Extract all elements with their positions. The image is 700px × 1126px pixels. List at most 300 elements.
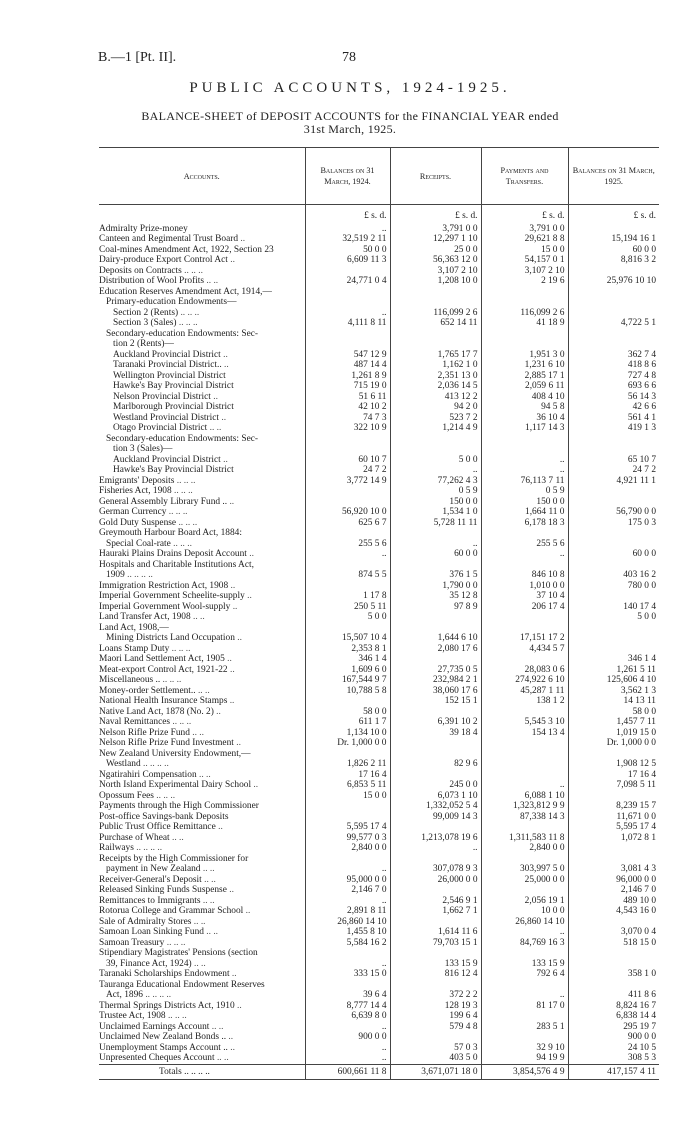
receipts-cell (390, 749, 481, 760)
receipts-cell: 57 0 3 (390, 1043, 481, 1054)
balance-1924-cell (305, 749, 390, 760)
balance-1924-cell: 6,639 8 0 (305, 1011, 390, 1022)
account-name (99, 549, 305, 560)
leader-dots: .. .. (211, 1021, 224, 1032)
payments-cell (481, 444, 568, 455)
balance-1924-cell (305, 287, 390, 298)
table-row (99, 770, 659, 781)
balance-1925-cell (568, 287, 659, 298)
balance-1924-cell: .. (305, 896, 390, 907)
receipts-cell: 2,080 17 6 (390, 644, 481, 655)
document-reference: B.—1 [Pt. II]. (98, 50, 177, 65)
balance-1924-cell: 6,853 5 11 (305, 780, 390, 791)
balance-1925-cell: 3,081 4 3 (568, 864, 659, 875)
balance-1924-cell: 1,826 2 11 (305, 759, 390, 770)
leader-dots: .. (228, 1032, 234, 1042)
balance-1924-cell: 487 14 4 (305, 360, 390, 371)
receipts-cell: 1,534 1 0 (390, 507, 481, 518)
receipts-cell (390, 980, 481, 991)
account-name (99, 570, 305, 581)
table-row (99, 455, 659, 466)
payments-cell: 1,664 11 0 (481, 507, 568, 518)
balance-1925-cell: 15,194 16 1 (568, 234, 659, 245)
receipts-cell: 1,332,052 5 4 (390, 801, 481, 812)
table-row (99, 875, 659, 886)
receipts-cell (390, 654, 481, 665)
receipts-cell (390, 770, 481, 781)
payments-cell (481, 297, 568, 308)
account-label: Westland (106, 759, 141, 769)
account-name (99, 297, 305, 308)
account-label: Taranaki Scholarships Endowment (99, 969, 230, 979)
leader-dots: .. (223, 454, 228, 465)
table-row (99, 360, 659, 371)
balance-1924-cell: 900 0 0 (305, 1032, 390, 1043)
balance-1924-cell: 15 0 0 (305, 791, 390, 802)
account-label: tion 3 (Sales)— (113, 444, 173, 454)
receipts-cell: 128 19 3 (390, 1001, 481, 1012)
receipts-cell: 35 12 8 (390, 591, 481, 602)
payments-cell: 28,083 0 6 (481, 665, 568, 676)
balance-1924-cell (305, 581, 390, 592)
receipts-cell: 79,703 15 1 (390, 938, 481, 949)
account-name (99, 234, 305, 245)
payments-cell: 274,922 6 10 (481, 675, 568, 686)
account-label: Naval Remittances (99, 717, 171, 727)
table-row (99, 497, 659, 508)
table-row (99, 1011, 659, 1022)
balance-1925-cell: 60 0 0 (568, 549, 659, 560)
balance-1924-cell: 4,111 8 11 (305, 318, 390, 329)
payments-cell: 408 4 10 (481, 392, 568, 403)
table-row (99, 539, 659, 550)
balance-1925-cell (568, 497, 659, 508)
balance-1924-cell: 547 12 9 (305, 350, 390, 361)
balance-1925-cell: 5 0 0 (568, 612, 659, 623)
account-label: Emigrants' Deposits (99, 475, 175, 486)
balance-1924-cell: 1 17 8 (305, 591, 390, 602)
table-row (99, 780, 659, 791)
table-row (99, 644, 659, 655)
account-label: Native Land Act, 1878 (No. 2) (99, 706, 214, 717)
account-name (99, 455, 305, 466)
table-row (99, 1032, 659, 1043)
balance-1925-cell: 4,543 16 0 (568, 906, 659, 917)
payments-cell: 3,107 2 10 (481, 266, 568, 277)
balance-1924-cell: 5 0 0 (305, 612, 390, 623)
account-label: Primary-education Endowments— (106, 297, 237, 307)
account-label: Admiralty Prize-money (99, 223, 188, 234)
account-name (99, 486, 305, 497)
account-label: Wellington Provincial District (113, 370, 226, 381)
leader-dots: .. .. .. (166, 937, 186, 948)
balance-1924-cell: .. (305, 224, 390, 235)
receipts-cell (390, 948, 481, 959)
payments-cell (481, 1011, 568, 1022)
receipts-cell: 1,644 6 10 (390, 633, 481, 644)
leader-dots: .. (237, 633, 242, 643)
account-name (99, 717, 305, 728)
table-row (99, 843, 659, 854)
subtitle-line-2: 31st March, 1925. (303, 122, 397, 136)
table-row (99, 518, 659, 529)
account-label: 39, Finance Act, 1924) (106, 958, 192, 969)
account-label: Unclaimed Earnings Account (99, 1021, 210, 1032)
account-label: Receipts by the High Commissioner for (99, 853, 249, 864)
account-label: Hawke's Bay Provincial District (113, 465, 234, 475)
table-row (99, 308, 659, 319)
leader-dots: .. .. (193, 612, 205, 622)
payments-cell (481, 612, 568, 623)
balance-1925-cell: 24 7 2 (568, 465, 659, 476)
payments-cell: 2,885 17 1 (481, 371, 568, 382)
payments-cell (481, 738, 568, 749)
payments-cell: .. (481, 780, 568, 791)
balance-1925-cell: 96,000 0 0 (568, 875, 659, 886)
leader-dots: .. (229, 496, 235, 507)
balance-1925-cell: 295 19 7 (568, 1022, 659, 1033)
account-name (99, 780, 305, 791)
balance-1925-cell (568, 948, 659, 959)
table-body (99, 205, 659, 1065)
balance-1925-cell: 900 0 0 (568, 1032, 659, 1043)
account-label: Auckland Provincial District (113, 349, 221, 360)
account-name (99, 885, 305, 896)
account-label: Act, 1896 (106, 990, 143, 1000)
account-label: Marlborough Provincial District (113, 402, 234, 412)
account-label: Greymouth Harbour Board Act, 1884: (99, 528, 242, 538)
balance-1925-cell (568, 444, 659, 455)
table-row (99, 266, 659, 277)
account-label: Coal-mines Amendment Act, 1922, Section 23 (99, 244, 274, 255)
balance-1925-cell: 561 4 1 (568, 413, 659, 424)
account-label: Nelson Provincial District (113, 391, 211, 402)
leader-dots: .. .. (198, 769, 211, 780)
account-name (99, 948, 305, 959)
receipts-cell: 1,790 0 0 (390, 581, 481, 592)
balance-1925-cell: 489 10 0 (568, 896, 659, 907)
account-name (99, 255, 305, 266)
receipts-cell: 77,262 4 3 (390, 476, 481, 487)
balance-1925-cell: 727 4 8 (568, 371, 659, 382)
table-row (99, 822, 659, 833)
units-cell-blank (99, 205, 305, 224)
account-name (99, 371, 305, 382)
payments-cell: 94 19 9 (481, 1053, 568, 1064)
balance-1925-cell: 1,019 15 0 (568, 728, 659, 739)
account-name (99, 1001, 305, 1012)
account-name (99, 381, 305, 392)
balance-1924-cell (305, 266, 390, 277)
account-name (99, 906, 305, 917)
balance-1925-cell (568, 434, 659, 445)
payments-cell: 255 5 6 (481, 539, 568, 550)
leader-dots: .. .. .. .. (143, 759, 169, 769)
table-row (99, 476, 659, 487)
balance-1925-cell: 403 16 2 (568, 570, 659, 581)
account-name (99, 822, 305, 833)
leader-dots: .. .. (206, 276, 219, 286)
payments-cell: 792 6 4 (481, 969, 568, 980)
leader-dots: .. .. (209, 423, 222, 433)
account-name (99, 581, 305, 592)
balance-1925-cell: 11,671 0 0 (568, 812, 659, 823)
receipts-cell (390, 339, 481, 350)
balance-1925-cell: 65 10 7 (568, 455, 659, 466)
receipts-cell: 372 2 2 (390, 990, 481, 1001)
balance-1925-cell: 8,239 15 7 (568, 801, 659, 812)
payments-cell: 3,791 0 0 (481, 224, 568, 235)
leader-dots: .. .. .. (172, 717, 192, 727)
leader-dots: .. .. (206, 927, 219, 937)
balance-1925-cell: 42 6 6 (568, 402, 659, 413)
account-label: Unclaimed New Zealand Bonds .. (99, 1032, 227, 1042)
account-label: Westland Provincial District (113, 412, 219, 423)
account-label: Samoan Treasury (99, 937, 165, 948)
balance-1925-cell: 2,146 7 0 (568, 885, 659, 896)
balance-1924-cell (305, 329, 390, 340)
account-label: Hospitals and Charitable Institutions Act, (99, 559, 254, 570)
leader-dots: .. .. .. (168, 507, 188, 517)
balance-1925-cell: 8,824 16 7 (568, 1001, 659, 1012)
table-row (99, 749, 659, 760)
balance-1925-cell (568, 266, 659, 277)
payments-cell (481, 560, 568, 571)
account-name (99, 413, 305, 424)
balance-1924-cell: 715 19 0 (305, 381, 390, 392)
payments-cell (481, 854, 568, 865)
table-row (99, 318, 659, 329)
balance-1924-cell: 1,609 6 0 (305, 665, 390, 676)
account-label: Maori Land Settlement Act, 1905 (99, 654, 225, 664)
account-label: Released Sinking Funds Suspense (99, 885, 227, 895)
table-row (99, 402, 659, 413)
payments-cell: .. (481, 549, 568, 560)
account-name (99, 990, 305, 1001)
payments-cell: 6,088 1 10 (481, 791, 568, 802)
account-name (99, 245, 305, 256)
receipts-cell: 1,208 10 0 (390, 276, 481, 287)
receipts-cell: 579 4 8 (390, 1022, 481, 1033)
balance-1924-cell (305, 623, 390, 634)
account-name (99, 224, 305, 235)
units-row (99, 205, 659, 224)
table-row (99, 717, 659, 728)
account-name (99, 1032, 305, 1043)
payments-cell: 87,338 14 3 (481, 812, 568, 823)
balance-1925-cell: 25,976 10 10 (568, 276, 659, 287)
leader-dots: .. (229, 885, 234, 895)
balance-1925-cell: 5,595 17 4 (568, 822, 659, 833)
balance-1924-cell (305, 560, 390, 571)
account-label: Distribution of Wool Profits (99, 276, 205, 286)
table-row (99, 381, 659, 392)
totals-row (99, 1064, 659, 1080)
table-row (99, 612, 659, 623)
balance-1924-cell (305, 528, 390, 539)
account-label: New Zealand University Endowment,— (99, 748, 251, 759)
balance-1924-cell: 50 0 0 (305, 245, 390, 256)
balance-1925-cell: 7,098 5 11 (568, 780, 659, 791)
payments-cell: 2 19 6 (481, 276, 568, 287)
balance-1925-cell (568, 749, 659, 760)
receipts-cell: 2,036 14 5 (390, 381, 481, 392)
account-label: Loans Stamp Duty (99, 643, 170, 654)
leader-dots: .. (231, 969, 237, 979)
receipts-cell: 376 1 5 (390, 570, 481, 581)
table-row (99, 675, 659, 686)
leader-dots: .. (221, 412, 227, 423)
payments-cell: 116,099 2 6 (481, 308, 568, 319)
leader-dots: .. .. .. (184, 265, 203, 276)
leader-dots: .. (227, 654, 232, 664)
payments-cell (481, 329, 568, 340)
balance-1924-cell (305, 339, 390, 350)
account-label: Imperial Government Wool-supply (99, 601, 231, 612)
receipts-cell: 2,351 13 0 (390, 371, 481, 382)
receipts-cell (390, 434, 481, 445)
account-name (99, 812, 305, 823)
balance-1924-cell: 2,353 8 1 (305, 644, 390, 655)
receipts-cell (390, 623, 481, 634)
balance-1924-cell (305, 854, 390, 865)
table-row (99, 1043, 659, 1054)
table-row (99, 738, 659, 749)
balance-1924-cell: 3,772 14 9 (305, 476, 390, 487)
balance-1924-cell: 1,455 8 10 (305, 927, 390, 938)
account-label: Hauraki Plains Drains Deposit Account (99, 549, 247, 559)
leader-dots: .. .. (171, 832, 184, 843)
balance-1925-cell: 3,562 1 3 (568, 686, 659, 697)
balance-1925-cell: 140 17 4 (568, 602, 659, 613)
leader-dots: .. .. .. (173, 538, 192, 549)
balance-1925-cell: 4,921 11 1 (568, 476, 659, 487)
table-row (99, 287, 659, 298)
table-row (99, 959, 659, 970)
account-name (99, 665, 305, 676)
account-label: Mining Districts Land Occupation (106, 633, 235, 643)
receipts-cell: 133 15 9 (390, 959, 481, 970)
account-label: Sale of Admiralty Stores (99, 916, 192, 927)
balance-1925-cell: 308 5 3 (568, 1053, 659, 1064)
payments-cell: 10 0 0 (481, 906, 568, 917)
leader-dots: .. .. (204, 874, 216, 885)
page-subtitle (0, 110, 700, 136)
payments-cell: 5,545 3 10 (481, 717, 568, 728)
balance-1924-cell (305, 696, 390, 707)
receipts-cell: 26,000 0 0 (390, 875, 481, 886)
table-row (99, 465, 659, 476)
receipts-cell: 38,060 17 6 (390, 686, 481, 697)
table-row (99, 864, 659, 875)
account-name (99, 507, 305, 518)
receipts-cell: 199 6 4 (390, 1011, 481, 1022)
account-label: Auckland Provincial District (113, 454, 221, 465)
payments-cell: 2,059 6 11 (481, 381, 568, 392)
receipts-cell: 116,099 2 6 (390, 308, 481, 319)
balance-1925-cell: 56 14 3 (568, 392, 659, 403)
payments-cell (481, 287, 568, 298)
leader-dots: .. (240, 234, 246, 244)
balance-1925-cell (568, 539, 659, 550)
balance-1925-cell (568, 339, 659, 350)
receipts-cell: 413 12 2 (390, 392, 481, 403)
balance-1925-cell (568, 486, 659, 497)
leader-dots: .. .. .. (178, 517, 198, 528)
receipts-cell: 25 0 0 (390, 245, 481, 256)
col-header-receipts: Receipts. (390, 148, 481, 205)
payments-cell: 17,151 17 2 (481, 633, 568, 644)
account-label: Railways (99, 843, 134, 853)
payments-cell (481, 654, 568, 665)
account-name (99, 434, 305, 445)
balance-1925-cell: 411 8 6 (568, 990, 659, 1001)
table-row (99, 885, 659, 896)
balance-1924-cell (305, 297, 390, 308)
balance-1924-cell: 874 5 5 (305, 570, 390, 581)
balance-1924-cell: 17 16 4 (305, 770, 390, 781)
account-label: Unpresented Cheques Account (99, 1053, 215, 1063)
totals-balance-1925: 417,157 4 11 (568, 1064, 659, 1080)
balance-1924-cell: 322 10 9 (305, 423, 390, 434)
receipts-cell: 232,984 2 1 (390, 675, 481, 686)
balance-1925-cell (568, 623, 659, 634)
balance-1924-cell: .. (305, 308, 390, 319)
payments-cell (481, 980, 568, 991)
balance-1924-cell (305, 434, 390, 445)
balance-1924-cell: 1,134 10 0 (305, 728, 390, 739)
leader-dots: .. .. .. (178, 318, 198, 328)
payments-cell: 54,157 0 1 (481, 255, 568, 266)
account-name (99, 560, 305, 571)
account-label: Thermal Springs Districts Act, 1910 (99, 1000, 235, 1011)
leader-dots: .. (224, 360, 229, 370)
account-name (99, 360, 305, 371)
leader-dots: .. (237, 1000, 242, 1011)
payments-cell (481, 749, 568, 760)
payments-cell: 1,951 3 0 (481, 350, 568, 361)
payments-cell: 150 0 0 (481, 497, 568, 508)
balance-1924-cell: 95,000 0 0 (305, 875, 390, 886)
payments-cell (481, 434, 568, 445)
balance-1925-cell: 24 10 5 (568, 1043, 659, 1054)
payments-cell: 81 17 0 (481, 1001, 568, 1012)
table-row (99, 728, 659, 739)
balance-1924-cell (305, 948, 390, 959)
account-name (99, 696, 305, 707)
table-row (99, 948, 659, 959)
receipts-cell: 39 18 4 (390, 728, 481, 739)
receipts-cell: 1,614 11 6 (390, 927, 481, 938)
payments-cell: 2,056 19 1 (481, 896, 568, 907)
table-row (99, 854, 659, 865)
payments-cell: 45,287 1 11 (481, 686, 568, 697)
balance-1924-cell: 99,577 0 3 (305, 833, 390, 844)
receipts-cell: 5 0 0 (390, 455, 481, 466)
account-name (99, 287, 305, 298)
account-label: Hawke's Bay Provincial District (113, 381, 234, 391)
account-label: Money-order Settlement.. (99, 685, 196, 696)
account-name (99, 959, 305, 970)
receipts-cell (390, 917, 481, 928)
balance-1924-cell: 51 6 11 (305, 392, 390, 403)
col-header-accounts: Accounts. (99, 148, 305, 205)
payments-cell: 94 5 8 (481, 402, 568, 413)
balance-1924-cell: 8,777 14 4 (305, 1001, 390, 1012)
table-row (99, 413, 659, 424)
table-row (99, 906, 659, 917)
account-name (99, 675, 305, 686)
